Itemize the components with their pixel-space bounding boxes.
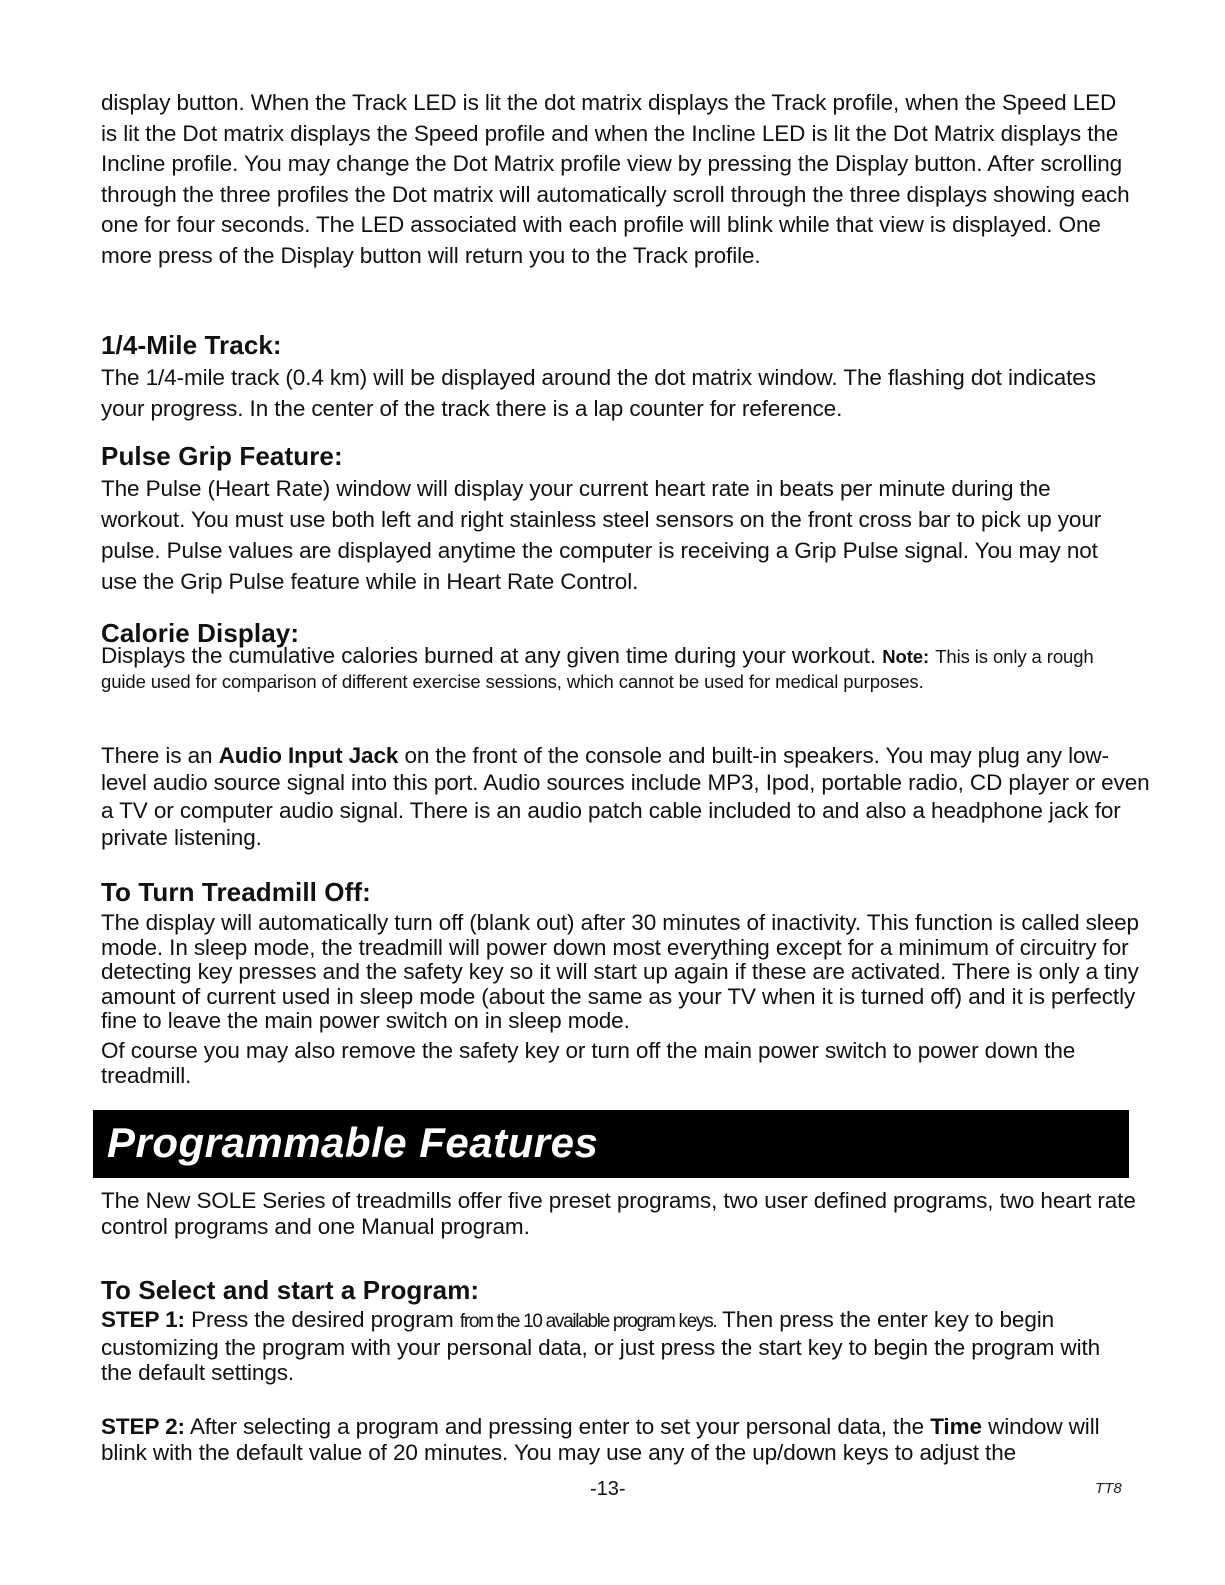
step1-label: STEP 1:	[101, 1307, 185, 1332]
track-heading: 1/4-Mile Track:	[101, 330, 282, 360]
step1-text-b: Then press the enter key to begin customizing the program with your personal data, or just press the start key to begin the program with the default settings.	[101, 1307, 1101, 1385]
step1-paragraph	[101, 1307, 1131, 1386]
audio-paragraph	[101, 742, 1151, 851]
calorie-paragraph	[101, 644, 1131, 694]
step1-text-condensed: from the 10 available program keys.	[459, 1311, 717, 1332]
step2-text-a: After selecting a program and pressing enter to set your personal data, the	[189, 1414, 925, 1439]
sleep-mode-paragraph: The display will automatically turn off (blank out) after 30 minutes of inactivity. This function is called sleep mode. In sleep mode, the treadmill will power down most everything except for a minimum of circuitry for detecting key presses and the safety key so it will start up again if these are activated. There is only a tiny amount of current used in sleep mode (about the same as your TV when it is turned off) and it is perfectly fine to leave the main power switch on in sleep mode.	[101, 910, 1139, 1033]
turn-off-heading: To Turn Treadmill Off:	[101, 877, 371, 907]
note-text: This is only a rough guide used for comparison of different exercise sessions, which cannot be used for medical purposes.	[101, 646, 1094, 692]
note-label: Note:	[882, 646, 930, 667]
model-code: TT8	[1095, 1480, 1122, 1497]
pulse-paragraph: The Pulse (Heart Rate) window will display your current heart rate in beats per minute during the workout. You must use both left and right stainless steel sensors on the front cross bar to pick up your pulse. Pulse values are displayed anytime the computer is receiving a Grip Pulse signal. You may not use the Grip Pulse feature while in Heart Rate Control.	[101, 476, 1102, 594]
time-term: Time	[930, 1414, 982, 1439]
audio-input-jack-term: Audio Input Jack	[218, 743, 399, 768]
step2-text-b: window will blink with the default value of 20 minutes. You may use any of the up/down keys to adjust the	[101, 1414, 1100, 1465]
audio-prefix: There is an	[101, 743, 213, 768]
display-button-paragraph: display button. When the Track LED is lit the dot matrix displays the Track profile, when the Speed LED is lit the Dot matrix displays the Speed profile and when the Incline LED is lit the Dot Matrix displays the Incline profile. You may change the Dot Matrix profile view by pressing the Display button. After scrolling through the three profiles the Dot matrix will automatically scroll through the three displays showing each one for four seconds. The LED associated with each profile will blink while that view is displayed. One more press of the Display button will return you to the Track profile.	[101, 90, 1130, 268]
track-paragraph: The 1/4-mile track (0.4 km) will be displayed around the dot matrix window. The flashing dot indicates your progress. In the center of the track there is a lap counter for reference.	[101, 365, 1096, 421]
step2-label: STEP 2:	[101, 1414, 185, 1439]
power-down-paragraph: Of course you may also remove the safety key or turn off the main power switch to power down the treadmill.	[101, 1038, 1076, 1088]
banner-title: Programmable Features	[107, 1119, 599, 1166]
step2-paragraph	[101, 1414, 1131, 1465]
select-program-heading: To Select and start a Program:	[101, 1275, 480, 1305]
audio-suffix: on the front of the console and built-in speakers. You may plug any low-level audio source signal into this port. Audio sources include MP3, Ipod, portable radio, CD player or even a TV or computer audio signal. There is an audio patch cable included to and also a headphone jack for private listening.	[101, 743, 1150, 850]
section-banner	[93, 1110, 1129, 1178]
programs-intro: The New SOLE Series of treadmills offer five preset programs, two user defined programs, two heart rate control programs and one Manual program.	[101, 1188, 1136, 1239]
calorie-body: Displays the cumulative calories burned at any given time during your workout.	[101, 643, 877, 668]
calorie-heading: Calorie Display:	[101, 618, 300, 648]
page-number: -13-	[590, 1478, 626, 1500]
pulse-heading: Pulse Grip Feature:	[101, 441, 343, 471]
step1-text-a: Press the desired program	[191, 1307, 454, 1332]
